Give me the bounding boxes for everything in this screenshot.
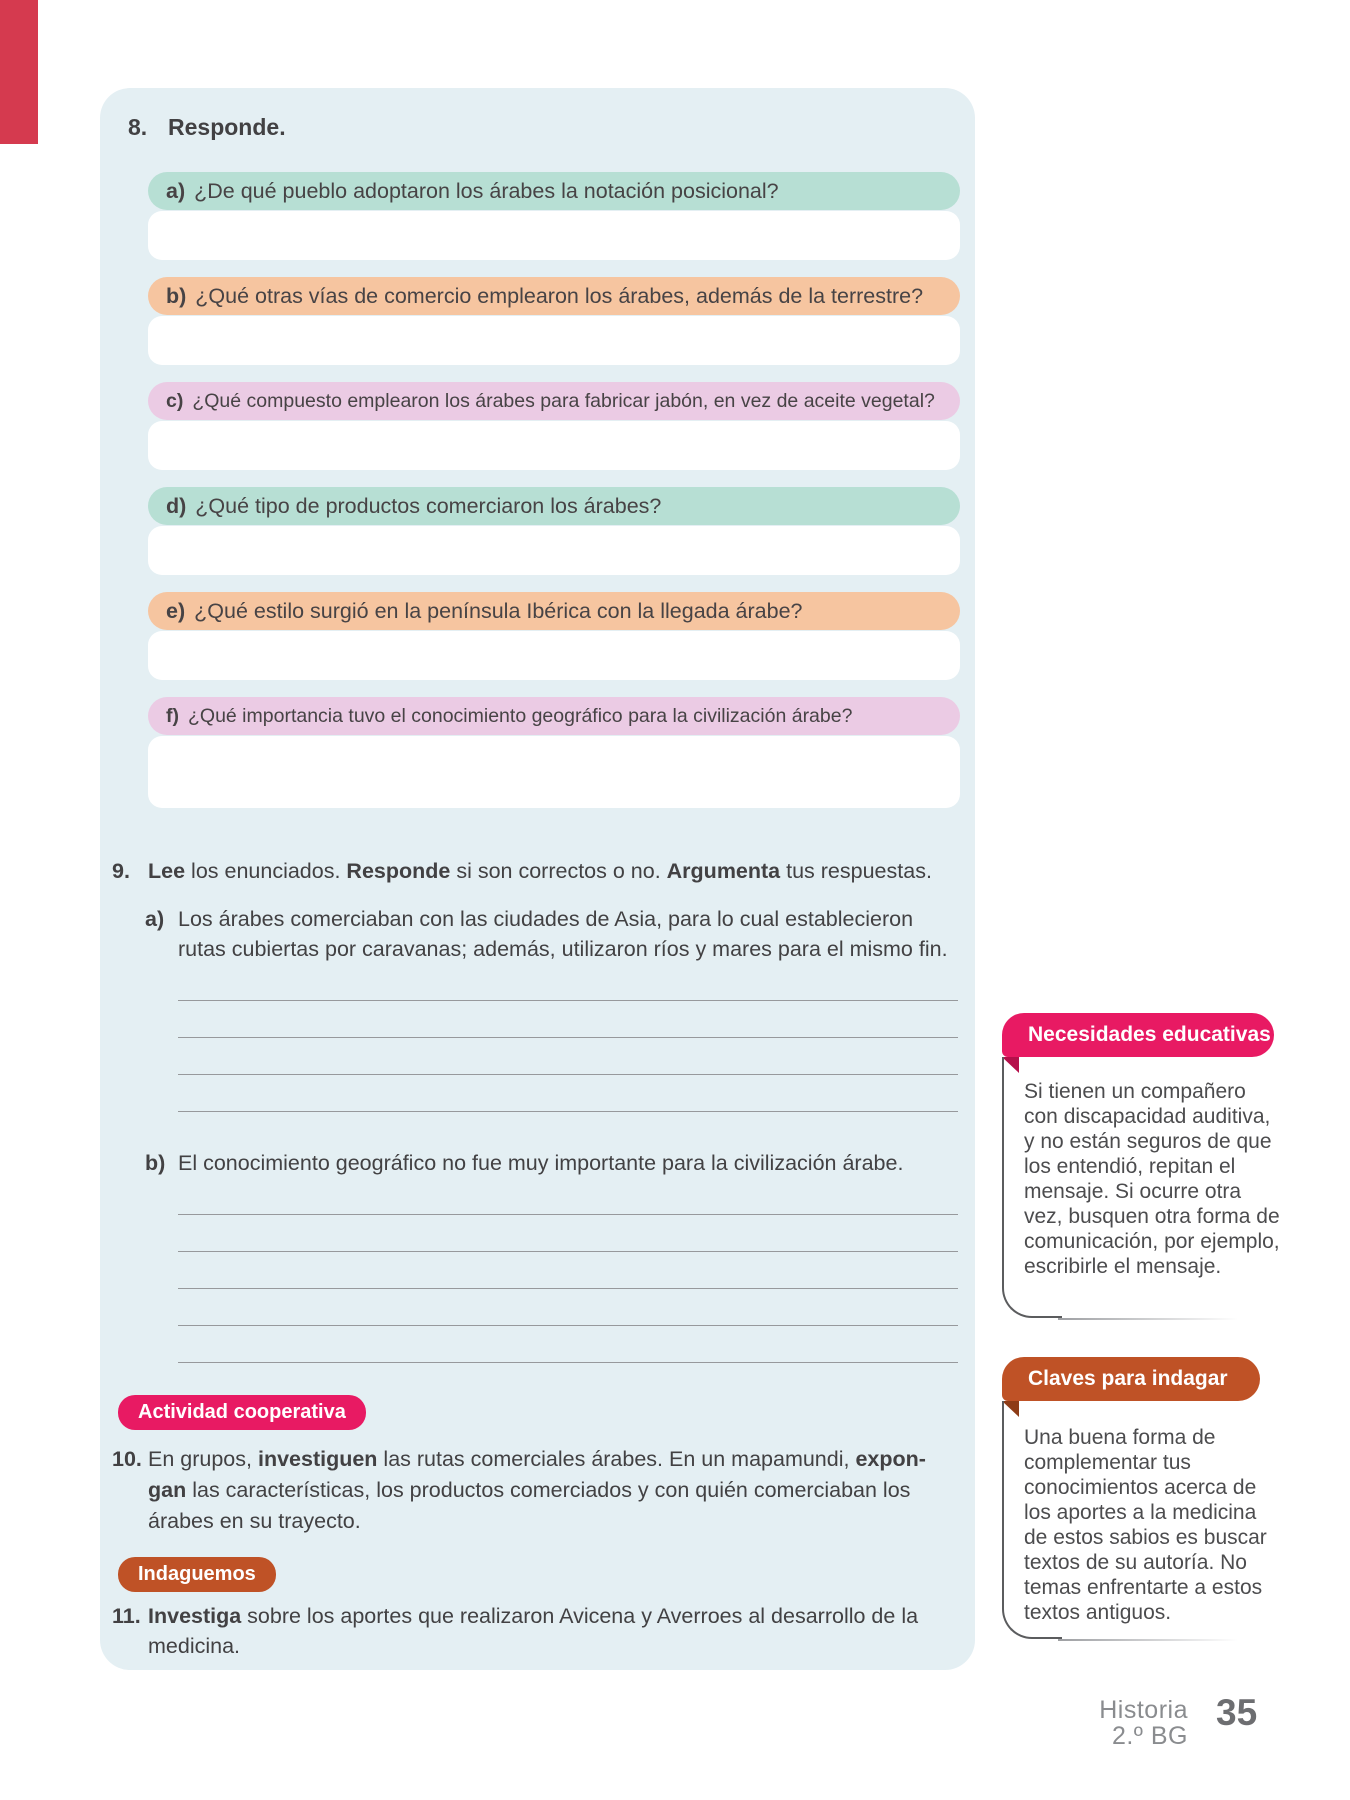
question-8d-label: d) bbox=[166, 493, 187, 518]
question-11-text: Investiga sobre los aportes que realizaron Avicena y Averroes al desarrollo de la medicina. bbox=[148, 1604, 919, 1658]
answer-box-8e bbox=[148, 631, 960, 680]
question-8e-header bbox=[148, 592, 960, 630]
question-8e-text: ¿Qué estilo surgió en la península Ibérica con la llegada árabe? bbox=[194, 598, 803, 623]
footer-course-name: Historia bbox=[1099, 1696, 1188, 1724]
question-9a bbox=[145, 904, 960, 964]
answer-line bbox=[178, 1075, 958, 1112]
answer-line bbox=[178, 1038, 958, 1075]
question-8f-label: f) bbox=[166, 704, 179, 727]
question-8d-block bbox=[148, 487, 960, 575]
question-8c-text: ¿Qué compuesto emplearon los árabes para fabricar jabón, en vez de aceite vegetal? bbox=[192, 389, 935, 412]
question-9b-label: b) bbox=[145, 1151, 166, 1175]
question-8b-label: b) bbox=[166, 283, 187, 308]
question-8c-header bbox=[148, 382, 960, 420]
inquiry-badge: Indaguemos bbox=[118, 1557, 276, 1592]
question-11 bbox=[112, 1601, 975, 1661]
question-8d-header bbox=[148, 487, 960, 525]
answer-line bbox=[178, 1215, 958, 1252]
question-9b bbox=[145, 1148, 960, 1178]
footer-course bbox=[1030, 1697, 1188, 1749]
question-9a-statement: Los árabes comerciaban con las ciudades de Asia, para lo cual establecieron rutas cubiertas por caravanas; además, utilizaron ríos y mares para el mismo fin. bbox=[178, 907, 948, 961]
answer-line bbox=[178, 1252, 958, 1289]
question-9-number: 9. bbox=[112, 859, 130, 883]
question-9-instruction: Lee los enunciados. Responde si son correctos o no. Argumenta tus respuestas. bbox=[148, 859, 932, 883]
note-inquiry-keys-title: Claves para indagar bbox=[1002, 1357, 1260, 1401]
question-8a-block bbox=[148, 172, 960, 260]
question-8c-block bbox=[148, 382, 960, 470]
question-8a-label: a) bbox=[166, 178, 186, 203]
answer-line bbox=[178, 1289, 958, 1326]
question-11-number: 11. bbox=[112, 1604, 141, 1628]
question-8-verb: Responde bbox=[168, 114, 280, 140]
note-educational-needs-title: Necesidades educativas bbox=[1002, 1013, 1274, 1057]
note-inquiry-keys bbox=[986, 1357, 1292, 1639]
question-8a-text: ¿De qué pueblo adoptaron los árabes la notación posicional? bbox=[194, 178, 779, 203]
question-10-text: En grupos, investiguen las rutas comerciales árabes. En un mapamundi, expon- gan las características, los productos comerciados y con quién comerciaban los árabes en su trayecto. bbox=[148, 1447, 926, 1533]
answer-lines-9b bbox=[178, 1178, 958, 1363]
question-8b-block bbox=[148, 277, 960, 365]
answer-lines-9a bbox=[178, 964, 958, 1112]
question-8e-block bbox=[148, 592, 960, 680]
question-9a-label: a) bbox=[145, 907, 165, 931]
question-8b-header bbox=[148, 277, 960, 315]
question-8-title bbox=[128, 112, 975, 142]
question-10 bbox=[112, 1444, 975, 1537]
page-edge-tab bbox=[0, 0, 38, 144]
cooperative-activity-badge: Actividad cooperativa bbox=[118, 1395, 366, 1430]
footer-grade: 2.º BG bbox=[1111, 1722, 1188, 1750]
note-educational-needs bbox=[986, 1013, 1292, 1318]
question-8d-text: ¿Qué tipo de productos comerciaron los árabes? bbox=[195, 493, 662, 518]
question-8-period: . bbox=[279, 114, 286, 140]
question-8e-label: e) bbox=[166, 598, 186, 623]
question-9 bbox=[112, 856, 975, 886]
note-rule-line bbox=[1002, 1057, 1062, 1318]
inquiry-badge-row bbox=[118, 1537, 975, 1592]
answer-line bbox=[178, 1001, 958, 1038]
answer-box-8d bbox=[148, 526, 960, 575]
note-inquiry-keys-body: Una buena forma de complementar tus conocimientos acerca de los aportes a la medicina de estos sabios es buscar textos de su autoría. No temas enfrentarte a estos textos antiguos. bbox=[1024, 1426, 1267, 1624]
answer-box-8f bbox=[148, 736, 960, 808]
note-educational-needs-body: Si tienen un compañero con discapacidad auditiva, y no están seguros de que los entendió, repitan el mensaje. Si ocurre otra vez, busquen otra forma de comunicación, por ejemplo, escribirle el mensaje. bbox=[1024, 1080, 1280, 1278]
note-rule-fade bbox=[1058, 1639, 1238, 1641]
question-8f-text: ¿Qué importancia tuvo el conocimiento geográfico para la civilización árabe? bbox=[188, 704, 853, 727]
cooperative-activity-badge-row bbox=[118, 1363, 975, 1430]
answer-line bbox=[178, 1326, 958, 1363]
page-number: 35 bbox=[1216, 1692, 1258, 1733]
answer-box-8b bbox=[148, 316, 960, 365]
answer-line bbox=[178, 964, 958, 1001]
question-8c-label: c) bbox=[166, 389, 184, 412]
note-rule-line bbox=[1002, 1401, 1062, 1639]
question-8a-header bbox=[148, 172, 960, 210]
question-9b-statement: El conocimiento geográfico no fue muy importante para la civilización árabe. bbox=[178, 1151, 904, 1175]
answer-line bbox=[178, 1178, 958, 1215]
question-8f-block bbox=[148, 697, 960, 808]
answer-box-8c bbox=[148, 421, 960, 470]
note-rule-fade bbox=[1058, 1318, 1238, 1320]
question-8f-header bbox=[148, 697, 960, 735]
activities-panel bbox=[100, 88, 975, 1670]
answer-box-8a bbox=[148, 211, 960, 260]
question-10-number: 10. bbox=[112, 1447, 142, 1471]
question-8-number: 8. bbox=[128, 114, 148, 140]
question-8b-text: ¿Qué otras vías de comercio emplearon los árabes, además de la terrestre? bbox=[195, 283, 924, 308]
